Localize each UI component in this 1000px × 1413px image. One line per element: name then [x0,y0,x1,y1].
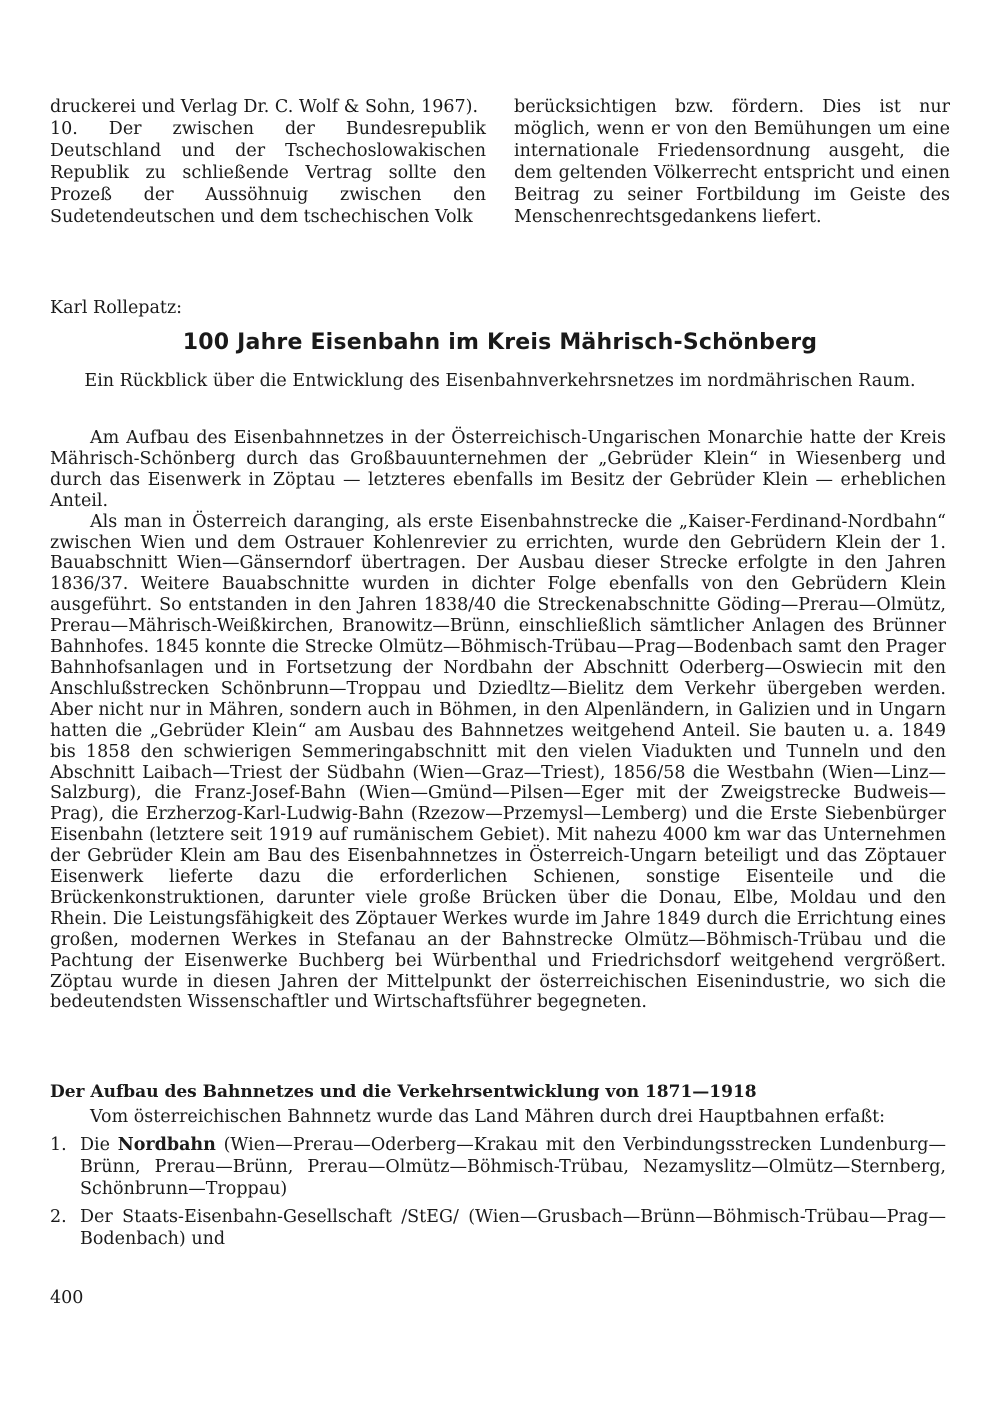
railway-list [50,1134,946,1250]
top-continuation-columns [50,96,950,228]
list-item [50,1134,946,1200]
list-item [50,1206,946,1250]
list-item-text [80,1206,946,1250]
left-column-line-1: druckerei und Verlag Dr. C. Wolf & Sohn, 1967). [50,97,479,117]
list-item-text [80,1134,946,1200]
right-column-paragraph: berücksichtigen bzw. fördern. Dies ist nur möglich, wenn er von den Bemühungen um eine internationale Friedensordnung ausgeht, die dem geltenden Völkerrecht entspricht und einen Beitrag zu seiner Fortbildung im Geiste des Menschenrechtsgedankens liefert. [514,97,950,227]
section-heading: Der Aufbau des Bahnnetzes und die Verkehrsentwicklung von 1871—1918 [50,1082,757,1102]
page-number: 400 [50,1288,84,1308]
article-body [50,428,946,1013]
section-intro: Vom österreichischen Bahnnetz wurde das Land Mähren durch drei Hauptbahnen erfaßt: [90,1107,886,1127]
list-item-number: 1. [50,1135,67,1155]
article-author: Karl Rollepatz: [50,298,183,318]
body-paragraph-1: Am Aufbau des Eisenbahnnetzes in der Österreichisch-Ungarischen Monarchie hatte der Kreis Mährisch-Schönberg durch das Großbauunternehmen der „Gebrüder Klein“ in Wiesenberg und durch das Eisenwerk in Zöptau — letzteres ebenfalls im Besitz der Gebrüder Klein — erheblichen Anteil. [50,428,946,511]
list-item-body: (Wien—Prerau—Oderberg—Krakau mit den Verbindungsstrecken Lundenburg—Brünn, Prerau—Brünn, Prerau—Olmütz—Böhmisch-Trübau, Nezamyslitz—Olmütz—Sternberg, Schönbrunn—Troppau) [80,1135,947,1199]
left-column [50,96,486,228]
list-item-bold: Nordbahn [117,1135,216,1155]
article-title: 100 Jahre Eisenbahn im Kreis Mährisch-Schönberg [182,330,818,355]
left-column-paragraph-10: 10. Der zwischen der Bundesrepublik Deutschland und der Tschechoslowakischen Republik zu schließende Vertrag sollte den Prozeß der Aussöhnuig zwischen den Sudetendeutschen und dem tschechischen Volk [50,119,486,227]
list-item-prefix: Die [80,1135,118,1155]
body-paragraph-2: Als man in Österreich daranging, als erste Eisenbahnstrecke die „Kaiser-Ferdinand-Nordbahn“ zwischen Wien und dem Ostrauer Kohlenrevier zu errichten, wurde den Gebrüdern Klein der 1. Bauabschnitt Wien—Gänserndorf übertragen. Der Ausbau dieser Strecke erfolgte in den Jahren 1836/37. Weitere Bauabschnitte wurden in dichter Folge ebenfalls von den Gebrüdern Klein ausgeführt. So entstanden in den Jahren 1838/40 die Streckenabschnitte Göding—Prerau—Olmütz, Prerau—Mährisch-Weißkirchen, Branowitz—Brünn, einschließlich sämtlicher Anlagen des Brünner Bahnhofes. 1845 konnte die Strecke Olmütz—Böhmisch-Trübau—Prag—Bodenbach samt den Prager Bahnhofsanlagen und in Fortsetzung der Nordbahn der Abschnitt Oderberg—Oswiecin mit den Anschlußstrecken Schönbrunn—Troppau und Dziedltz—Bielitz dem Verkehr übergeben werden. Aber nicht nur in Mähren, sondern auch in Böhmen, in den Alpenländern, in Galizien und in Ungarn hatten die „Gebrüder Klein“ am Ausbau des Bahnnetzes weitgehend Anteil. Sie bauten u. a. 1849 bis 1858 den schwierigen Semmeringabschnitt mit den vielen Viadukten und Tunneln und den Abschnitt Laibach—Triest der Südbahn (Wien—Graz—Triest), 1856/58 die Westbahn (Wien—Linz—Salzburg), die Franz-Josef-Bahn (Wien—Gmünd—Pilsen—Eger mit der Zweigstrecke Budweis—Prag), die Erzherzog-Karl-Ludwig-Bahn (Rzezow—Przemysl—Lemberg) und die Erste Siebenbürger Eisenbahn (letztere seit 1919 auf rumänischem Gebiet). Mit nahezu 4000 km war das Unternehmen der Gebrüder Klein am Bau des Eisenbahnnetzes in Österreich-Ungarn beteiligt und das Zöptauer Eisenwerk lieferte dazu die erforderlichen Schienen, sonstige Eisenteile und die Brückenkonstruktionen, darunter viele große Brücken über die Donau, Elbe, Moldau und den Rhein. Die Leistungsfähigkeit des Zöptauer Werkes wurde im Jahre 1849 durch die Errichtung eines großen, modernen Werkes in Stefanau an der Bahnstrecke Olmütz—Böhmisch-Trübau und die Pachtung der Eisenwerke Buchberg bei Würbenthal und Friedrichsdorf weitgehend vergrößert. Zöptau wurde in diesen Jahren der Mittelpunkt der österreichischen Eisenindustrie, wo sich die bedeutendsten Wissenschaftler und Wirtschaftsführer begegneten. [50,511,946,1013]
right-column [514,96,950,228]
section-body [50,1106,946,1256]
list-item-number: 2. [50,1207,67,1227]
list-item-body: Der Staats-Eisenbahn-Gesellschaft /StEG/ (Wien—Grusbach—Brünn—Böhmisch-Trübau—Prag—Bodenbach) und [80,1207,946,1249]
article-subtitle: Ein Rückblick über die Entwicklung des Eisenbahnverkehrsnetzes im nordmährischen Raum. [84,371,916,391]
